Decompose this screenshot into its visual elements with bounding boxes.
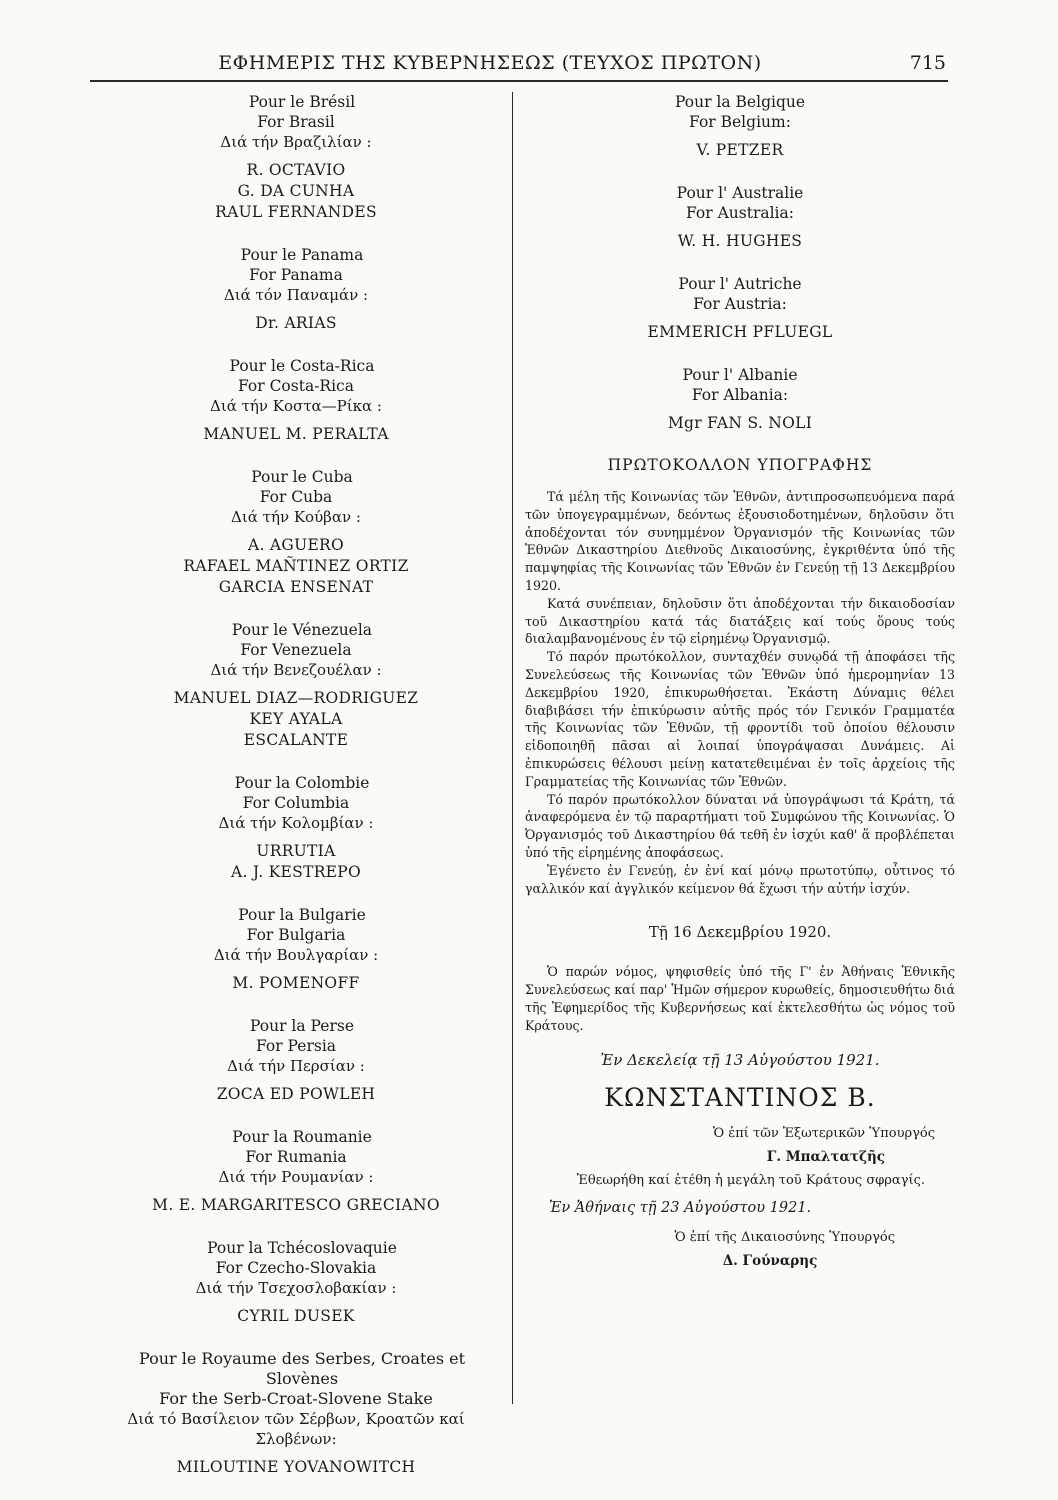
signatory-name: MILOUTINE YOVANOWITCH <box>176 1458 416 1476</box>
country-en: For Belgium: <box>689 113 791 131</box>
country-en: For Venezuela <box>240 641 352 659</box>
country-fr: Pour le Panama <box>240 246 364 264</box>
signatory-name: GARCIA ENSENAT <box>218 578 374 596</box>
country-en: For the Serb-Croat-Slovene Stake <box>159 1389 433 1408</box>
place-date-1: Ἐν Δεκελείᾳ τῇ 13 Αὐγούστου 1921. <box>600 1050 880 1069</box>
signatory-names <box>525 413 955 434</box>
signatory-name: RAUL FERNANDES <box>215 203 377 221</box>
signatory-names <box>90 1306 502 1327</box>
signatory-name: RAFAEL MAÑTINEZ ORTIZ <box>183 557 409 575</box>
country-en: For Panama <box>249 266 343 284</box>
signatory-names <box>90 688 502 751</box>
country-fr: Pour le Brésil <box>248 93 356 111</box>
country-en: For Czecho-Slovakia <box>215 1259 377 1277</box>
country-fr: Pour le Vénezuela <box>231 621 373 639</box>
protocol-date: Τῇ 16 Δεκεμβρίου 1920. <box>648 923 832 942</box>
country-gr: Διά τήν Κοστα—Ρίκα : <box>210 397 382 415</box>
page-number: 715 <box>909 52 946 74</box>
signatory-names <box>525 231 955 252</box>
country-en: For Brasil <box>257 113 335 131</box>
signatory-names <box>525 322 955 343</box>
header-rule <box>90 80 948 82</box>
signatory-block <box>525 365 955 434</box>
signatory-name: CYRIL DUSEK <box>237 1307 355 1325</box>
country-en: For Costa-Rica <box>238 377 354 395</box>
left-column <box>90 92 502 1500</box>
protocol-paragraph: Τά μέλη τῆς Κοινωνίας τῶν Ἐθνῶν, ἀντιπροσωπευόμενα παρά τῶν ὑπογεγραμμένων, δεόντως ἐξουσιοδοτημένων, δηλοῦσιν ὅτι ἀποδέχονται τόν συνημμένον Ὀργανισμόν τῆς Κοινωνίας τῶν Ἐθνῶν Δικαστηρίου Διεθνοῦς Δικαιοσύνης, ἐγκριθέντα ὑπό τῆς παμψηφίας τῆς Κοινωνίας τῶν Ἐθνῶν ἐν Γενεύῃ τῇ 13 Δεκεμβρίου 1920. <box>525 489 955 593</box>
right-column <box>525 92 955 1269</box>
signatory-name: URRUTIA <box>256 842 336 860</box>
country-gr: Διά τήν Κολομβίαν : <box>218 814 374 832</box>
signatory-names <box>90 1195 502 1216</box>
country-gr: Διά τήν Περσίαν : <box>227 1057 365 1075</box>
signatory-block <box>90 1238 502 1327</box>
signatory-names <box>90 313 502 334</box>
country-gr: Διά τήν Ρουμανίαν : <box>218 1168 374 1186</box>
signatory-names <box>90 1457 502 1478</box>
country-en: For Columbia <box>242 794 350 812</box>
signatory-name: ZOCA ED POWLEH <box>216 1085 376 1103</box>
signatory-name: Mgr FAN S. NOLI <box>667 414 813 432</box>
minister-foreign: Ὁ ἐπί τῶν Ἐξωτερικῶν Ὑπουργός <box>712 1125 935 1141</box>
signatory-name: V. PETZER <box>696 141 784 159</box>
country-fr: Pour la Colombie <box>234 774 370 792</box>
signatory-name: Dr. ARIAS <box>255 314 337 332</box>
country-en: For Australia: <box>686 204 794 222</box>
signatory-block <box>525 183 955 252</box>
signatory-block <box>90 467 502 598</box>
signatory-block <box>525 92 955 161</box>
protocol-paragraph: Τό παρόν πρωτόκολλον, συνταχθέν συνῳδά τῇ ἀποφάσει τῆς Συνελεύσεως τῆς Κοινωνίας τῶν Ἐθνῶν ὑπό ἡμερομηνίαν 13 Δεκεμβρίου 1920, ἐπικυρωθήσεται. Ἑκάστη Δύναμις θέλει διαβιβάσει τήν ἐπικύρωσιν αὐτῆς πρός τόν Γενικόν Γραμματέα τῆς Κοινωνίας τῶν Ἐθνῶν, τῇ φροντίδι τοῦ ὁποίου θέλουσιν εἰδοποιηθῆ πᾶσαι αἱ λοιπαί ὑπογράψασαι Δυνάμεις. Αἱ ἐπικυρώσεις θέλουσι μείνῃ κατατεθειμέναι ἐν τοῖς ἀρχείοις τῆς Γραμματείας τῆς Κοινωνίας τῶν Ἐθνῶν. <box>525 649 955 789</box>
signatory-block <box>525 274 955 343</box>
signatory-block <box>90 620 502 751</box>
country-gr: Διά τήν Κούβαν : <box>231 508 361 526</box>
protocol-title: ΠΡΩΤΟΚΟΛΛΟΝ ΥΠΟΓΡΑΦΗΣ <box>607 456 873 474</box>
signatory-block <box>90 1349 502 1478</box>
signatory-block <box>90 245 502 334</box>
signatory-names <box>525 140 955 161</box>
country-fr: Pour la Roumanie <box>232 1128 372 1146</box>
country-gr: Διά τήν Βραζιλίαν : <box>220 133 372 151</box>
country-fr: Pour l' Albanie <box>682 366 798 384</box>
country-en: For Persia <box>255 1037 337 1055</box>
signatory-name: A. AGUERO <box>247 536 345 554</box>
signatory-name: R. OCTAVIO <box>246 161 346 179</box>
signatory-name: ESCALANTE <box>243 731 349 749</box>
country-fr: Pour l' Autriche <box>678 275 802 293</box>
signatory-name: KEY AYALA <box>249 710 343 728</box>
country-gr: Διά τό Βασίλειον τῶν Σέρβων, Κροατῶν καί Σλοβένων: <box>127 1410 465 1448</box>
place-date-2: Ἐν Ἀθήναις τῇ 23 Αὐγούστου 1921. <box>549 1199 812 1216</box>
country-en: For Rumania <box>245 1148 347 1166</box>
signatory-names <box>90 1084 502 1105</box>
signatory-block <box>90 92 502 223</box>
country-fr: Pour le Costa-Rica <box>229 357 375 375</box>
column-divider <box>512 92 513 1404</box>
king-signature: ΚΩΝΣΤΑΝΤΙΝΟΣ Β. <box>604 1082 876 1112</box>
country-gr: Διά τήν Βουλγαρίαν : <box>213 946 379 964</box>
signatory-names <box>90 841 502 883</box>
signature-justice: Δ. Γούναρης <box>722 1252 818 1269</box>
signatory-names <box>90 535 502 598</box>
signatory-block <box>90 1016 502 1105</box>
signature-foreign: Γ. Μπαλτατζῆς <box>766 1148 885 1165</box>
signatory-name: A. J. KESTREPO <box>230 863 362 881</box>
country-fr: Pour le Royaume des Serbes, Croates et Slovènes <box>138 1349 466 1388</box>
country-fr: Pour la Perse <box>249 1017 355 1035</box>
country-fr: Pour le Cuba <box>251 468 353 486</box>
signatory-name: M. POMENOFF <box>232 974 360 992</box>
protocol-paragraph: Τό παρόν πρωτόκολλον δύναται νά ὑπογράψωσι τά Κράτη, τά ἀναφερόμενα ἐν τῷ παραρτήματι τοῦ Συμφώνου τῆς Κοινωνίας. Ὁ Ὀργανισμός τοῦ Δικαστηρίου θά τεθῆ ἐν ἰσχύι καθ' ἅ προβλέπεται ὑπό τῆς εἰρημένης ἀποφάσεως. <box>525 791 955 860</box>
gazette-title: ΕΦΗΜΕΡΙΣ ΤΗΣ ΚΥΒΕΡΝΗΣΕΩΣ (ΤΕΥΧΟΣ ΠΡΩΤΟΝ) <box>218 52 762 74</box>
signatory-name: M. E. MARGARITESCO GRECIANO <box>152 1196 440 1214</box>
country-fr: Pour l' Australie <box>676 184 804 202</box>
country-en: For Bulgaria <box>246 926 346 944</box>
seal-text: Ἐθεωρήθη καί ἐτέθη ἡ μεγάλη τοῦ Κράτους σφραγίς. <box>576 1172 925 1188</box>
law-text: Ὁ παρών νόμος, ψηφισθείς ὑπό τῆς Γ' ἐν Ἀθήναις Ἐθνικῆς Συνελεύσεως καί παρ' Ἡμῶν σήμερον κυρωθείς, δημοσιευθήτω διά τῆς Ἐφημερίδος τῆς Κυβερνήσεως καί ἐκτελεσθήτω ὡς νόμος τοῦ Κράτους. <box>525 964 955 1033</box>
country-en: For Cuba <box>259 488 333 506</box>
signatory-name: G. DA CUNHA <box>237 182 355 200</box>
country-en: For Albania: <box>691 386 789 404</box>
signatory-name: EMMERICH PFLUEGL <box>647 323 833 341</box>
signatory-name: MANUEL M. PERALTA <box>203 425 389 443</box>
protocol-paragraph: Κατά συνέπειαν, δηλοῦσιν ὅτι ἀποδέχονται τήν δικαιοδοσίαν τοῦ Δικαστηρίου κατά τάς διατάξεις καί τούς ὅρους τούς διαλαμβανομένους ἐν τῷ εἰρημένῳ Ὀργανισμῷ. <box>525 595 955 647</box>
country-fr: Pour la Tchécoslovaquie <box>207 1239 397 1257</box>
country-fr: Pour la Bulgarie <box>238 906 366 924</box>
country-fr: Pour la Belgique <box>674 93 806 111</box>
signatory-names <box>90 973 502 994</box>
signatory-block <box>90 356 502 445</box>
signatory-block <box>90 773 502 883</box>
signatory-name: MANUEL DIAZ—RODRIGUEZ <box>173 689 419 707</box>
signatory-names <box>90 424 502 445</box>
page-header <box>0 0 1058 90</box>
signatory-block <box>90 905 502 994</box>
country-gr: Διά τόν Παναμάν : <box>223 286 369 304</box>
country-en: For Austria: <box>693 295 787 313</box>
signatory-name: W. H. HUGHES <box>677 232 803 250</box>
signatory-names <box>90 160 502 223</box>
protocol-paragraph: Ἐγένετο ἐν Γενεύῃ, ἐν ἑνί καί μόνῳ πρωτοτύπῳ, οὗτινος τό γαλλικόν καί ἀγγλικόν κείμενον θά ἔχωσι τήν αὐτήν ἰσχύν. <box>525 862 955 896</box>
minister-justice: Ὁ ἐπί τῆς Δικαιοσύνης Ὑπουργός <box>674 1229 895 1245</box>
country-gr: Διά τήν Βενεζουέλαν : <box>210 661 382 679</box>
country-gr: Διά τήν Τσεχοσλοβακίαν : <box>195 1279 397 1297</box>
signatory-block <box>90 1127 502 1216</box>
